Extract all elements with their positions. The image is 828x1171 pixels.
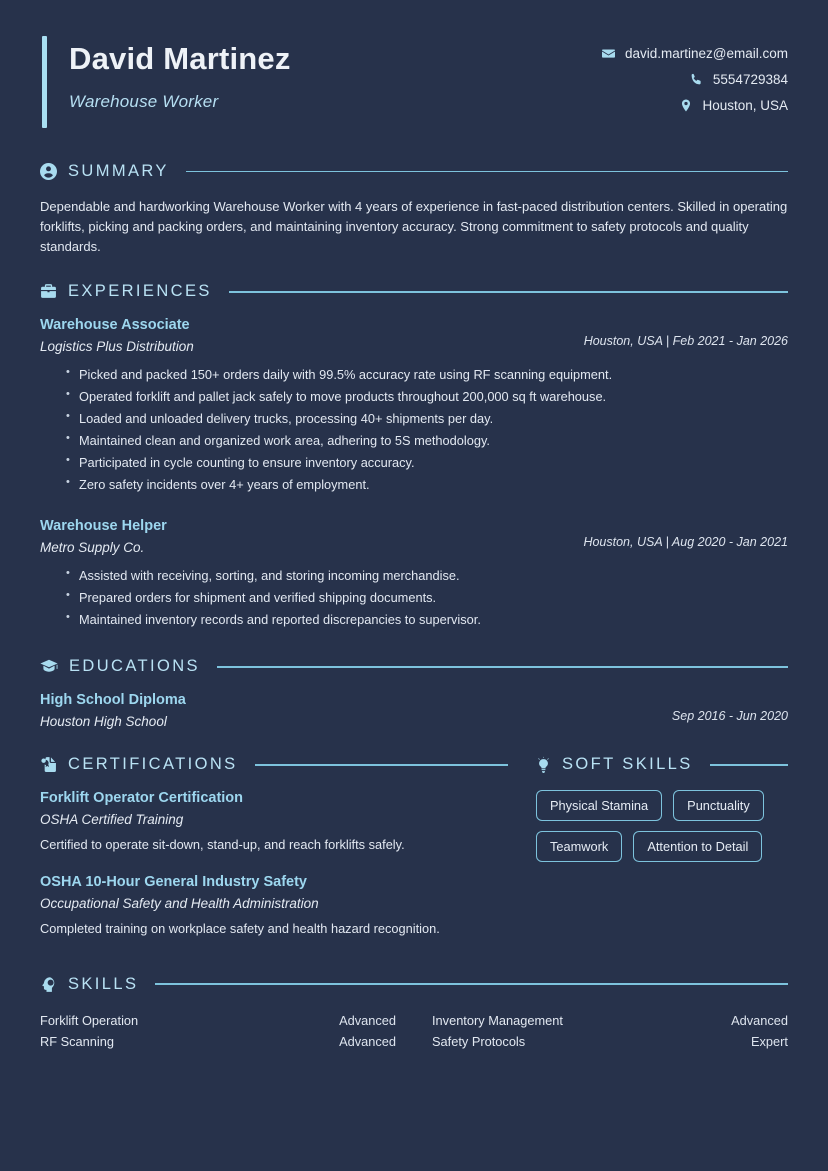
section-title-summary: SUMMARY	[68, 162, 169, 180]
list-item: • Prepared orders for shipment and verified shipping documents.	[66, 587, 788, 609]
user-circle-icon	[40, 163, 57, 180]
list-item: • Operated forklift and pallet jack safely to move products throughout 200,000 sq ft warehouse.	[66, 386, 788, 408]
name-block	[40, 36, 291, 128]
certification-entry	[40, 874, 508, 938]
experience-entry	[40, 317, 788, 496]
soft-skill-chip[interactable]: Teamwork	[536, 831, 622, 862]
certifications-section-header	[40, 755, 508, 774]
educations-section-header	[40, 657, 788, 676]
contact-email[interactable]	[602, 46, 788, 61]
section-experiences	[40, 282, 788, 631]
experience-meta: Houston, USA | Aug 2020 - Jan 2021	[583, 535, 788, 550]
section-rule	[155, 983, 788, 985]
resume-header	[40, 0, 788, 136]
certification-entry	[40, 790, 508, 854]
section-educations	[40, 657, 788, 729]
lightbulb-icon	[536, 756, 551, 773]
skill-name: Safety Protocols	[432, 1033, 526, 1049]
contact-phone-text: 5554729384	[712, 72, 788, 87]
soft-skill-chips	[536, 790, 788, 862]
skill-name: Inventory Management	[432, 1012, 563, 1028]
experience-organization: Metro Supply Co.	[40, 540, 145, 556]
job-title: Warehouse Worker	[69, 92, 219, 112]
certification-issuer: OSHA Certified Training	[40, 812, 184, 828]
certification-description: Certified to operate sit-down, stand-up, and reach forklifts safely.	[40, 837, 405, 853]
certifications-softskills-row	[40, 755, 788, 938]
soft-skills-section-header	[536, 755, 788, 774]
summary-section-header	[40, 162, 788, 181]
contact-phone[interactable]	[602, 72, 788, 87]
section-title-experiences: EXPERIENCES	[68, 282, 212, 301]
soft-skill-chip[interactable]: Punctuality	[673, 790, 764, 821]
briefcase-icon	[40, 283, 57, 300]
experience-bullets	[40, 364, 788, 496]
contact-location[interactable]	[602, 98, 788, 113]
section-rule	[229, 291, 788, 293]
experience-role: Warehouse Associate	[40, 317, 190, 334]
section-summary	[40, 162, 788, 256]
section-rule	[217, 666, 788, 668]
certification-name: OSHA 10-Hour General Industry Safety	[40, 874, 307, 891]
section-rule	[710, 764, 788, 766]
skill-level: Advanced	[731, 1012, 788, 1028]
skill-name: Forklift Operation	[40, 1012, 139, 1028]
education-degree: High School Diploma	[40, 692, 186, 709]
skills-section-header	[40, 975, 788, 994]
envelope-icon	[602, 47, 616, 60]
education-meta: Sep 2016 - Jun 2020	[671, 709, 788, 724]
education-entry	[40, 692, 788, 729]
section-title-soft-skills: SOFT SKILLS	[562, 755, 693, 774]
experience-organization: Logistics Plus Distribution	[40, 339, 194, 355]
list-item: • Maintained clean and organized work area, adhering to 5S methodology.	[66, 430, 788, 452]
skill-row	[432, 1010, 788, 1031]
skill-name: RF Scanning	[40, 1033, 114, 1049]
certificate-document-icon	[40, 756, 57, 773]
list-item: • Picked and packed 150+ orders daily with 99.5% accuracy rate using RF scanning equipment.	[66, 364, 788, 386]
summary-text: Dependable and hardworking Warehouse Worker with 4 years of experience in fast-paced distribution centers. Skilled in operating forklifts, picking and packing orders, and maintaining inventory accuracy. Strong commitment to safety protocols and quality standards.	[40, 199, 788, 254]
experience-role: Warehouse Helper	[40, 518, 167, 535]
contact-location-text: Houston, USA	[702, 98, 788, 113]
skill-row	[40, 1010, 396, 1031]
section-skills	[40, 975, 788, 1052]
soft-skill-chip[interactable]: Physical Stamina	[536, 790, 662, 821]
experience-bullets	[40, 565, 788, 631]
list-item: • Loaded and unloaded delivery trucks, processing 40+ shipments per day.	[66, 408, 788, 430]
skills-grid	[40, 1010, 788, 1052]
skill-level: Advanced	[339, 1012, 396, 1028]
skill-row	[432, 1031, 788, 1052]
list-item: • Zero safety incidents over 4+ years of employment.	[66, 474, 788, 496]
soft-skill-chip[interactable]: Attention to Detail	[633, 831, 762, 862]
education-school: Houston High School	[40, 714, 167, 730]
section-title-certifications: CERTIFICATIONS	[68, 755, 238, 774]
section-title-educations: EDUCATIONS	[69, 657, 200, 676]
section-rule	[186, 171, 788, 173]
list-item: • Assisted with receiving, sorting, and storing incoming merchandise.	[66, 565, 788, 587]
experience-entry	[40, 518, 788, 631]
list-item: • Participated in cycle counting to ensure inventory accuracy.	[66, 452, 788, 474]
page-title: David Martinez	[69, 41, 291, 76]
experience-meta: Houston, USA | Feb 2021 - Jan 2026	[583, 334, 788, 349]
section-title-skills: SKILLS	[68, 974, 139, 993]
skill-level: Advanced	[339, 1033, 396, 1049]
header-accent-bar	[42, 36, 47, 128]
list-item: • Maintained inventory records and reported discrepancies to supervisor.	[66, 609, 788, 631]
experiences-section-header	[40, 282, 788, 301]
section-certifications	[40, 755, 508, 938]
contact-email-text: david.martinez@email.com	[624, 46, 788, 61]
location-pin-icon	[679, 99, 693, 112]
skill-level: Expert	[751, 1033, 788, 1049]
certification-name: Forklift Operator Certification	[40, 790, 244, 807]
section-soft-skills	[536, 755, 788, 938]
graduation-cap-icon	[40, 658, 58, 675]
head-brain-icon	[40, 976, 57, 993]
certification-issuer: Occupational Safety and Health Administration	[40, 896, 319, 912]
skill-row	[40, 1031, 396, 1052]
section-rule	[255, 764, 508, 766]
contact-list	[602, 36, 788, 124]
certification-description: Completed training on workplace safety and health hazard recognition.	[40, 921, 440, 937]
phone-icon	[690, 73, 704, 86]
